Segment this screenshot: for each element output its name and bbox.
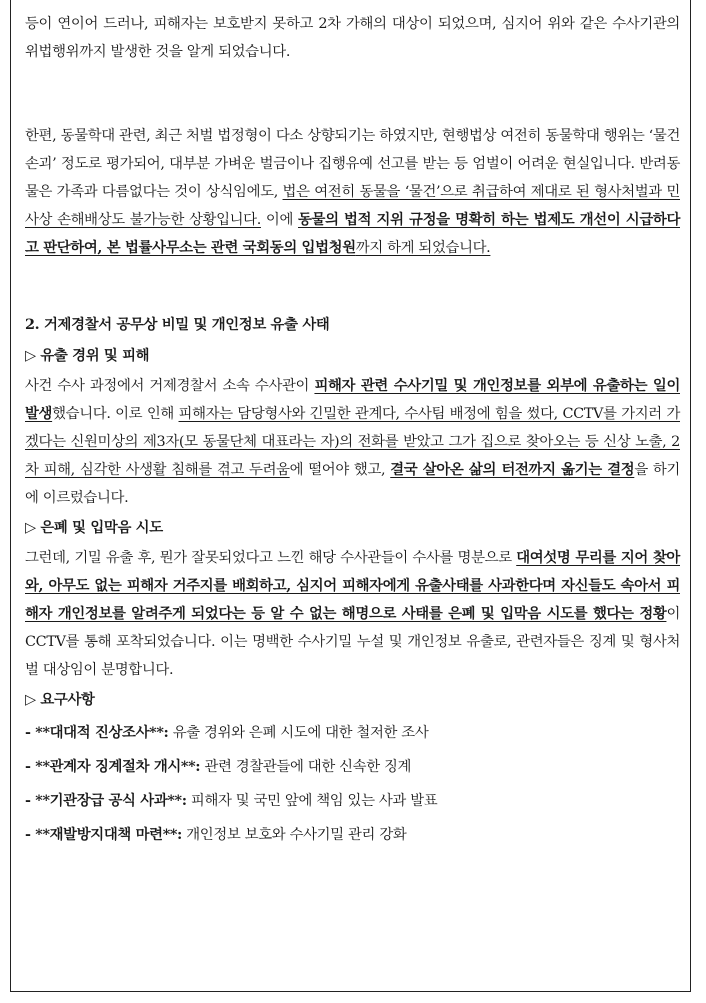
intro-text: 등이 연이어 드러나, 피해자는 보호받지 못하고 2차 가해의 대상이 되었으며, 심지어 위와 같은 수사기관의 위법행위까지 발생한 것을 알게 되었습니다.: [25, 16, 680, 60]
demand-desc: 관련 경찰관들에 대한 신속한 징계: [200, 759, 412, 775]
underlined-text: 법은 여전히 동물을 ‘물건’으로 취급하여 제대로 된 형사처벌과 민사상 손해배상도 불가능한 상황입니다.: [25, 184, 680, 228]
list-item: [25, 784, 680, 818]
subsection-leak-title: ▷ 유출 경위 및 피해: [25, 347, 150, 364]
demand-head: - **관계자 징계절차 개시**:: [25, 758, 201, 775]
para-text: 이 CCTV를 통해 포착되었습니다. 이는 명백한 수사기밀 누설 및 개인정보 유출로, 관련자들은 징계 및 형사처벌 대상임이 분명합니다.: [25, 606, 680, 678]
bold-underlined-text: 피해자 관련 수사기밀 및 개인정보를 외부에 유출하는 일이 발생: [25, 377, 680, 422]
para-text: 이에: [260, 212, 298, 228]
para-text: 을 하기에 이르렀습니다.: [25, 462, 680, 506]
underlined-text: 피해자는 담당형사와 긴밀한 관계다, 수사팀 배정에 힘을 썼다, CCTV를 가지러 가겠다는 신원미상의 제3자(모 동물단체 대표라는 자)의 전화를 받았고 그가 집으로 찾아오는 등 신상 노출, 2차 피해, 심각한 사생활 침해를 겪고 두려움: [25, 406, 680, 478]
para-text: 사건 수사 과정에서 거제경찰서 소속 수사관이: [25, 378, 315, 394]
list-item: [25, 750, 680, 784]
subsection-coverup-title: ▷ 은폐 및 입막음 시도: [25, 519, 163, 536]
intro-paragraph: [25, 10, 680, 66]
list-item: [25, 818, 680, 852]
leak-paragraph: [25, 372, 680, 512]
demand-desc: 유출 경위와 은폐 시도에 대한 철저한 조사: [168, 725, 429, 741]
bold-underlined-text: 결국 살아온 삶의 터전까지 옮기는 결정: [390, 461, 635, 478]
para-text: 그런데, 기밀 유출 후, 뭔가 잘못되었다고 느낀 해당 수사관들이 수사를 명분으로: [25, 550, 517, 566]
para-text: 했습니다. 이로 인해: [52, 406, 179, 422]
demand-desc: 피해자 및 국민 앞에 책임 있는 사과 발표: [186, 793, 438, 809]
para-text: 한편, 동물학대 관련, 최근 처벌 법정형이 다소 상향되기는 하였지만, 현행법상 여전히 동물학대 행위는 ‘물건 손괴’ 정도로 평가되어, 대부분 가벼운 벌금이나 집행유예 선고를 받는 등 엄벌이 어려운 현실입니다. 반려동물은 가족과 다름없다는 것이 상식임에도,: [25, 128, 680, 200]
list-item: [25, 716, 680, 750]
bold-underlined-text: 대여섯명 무리를 지어 찾아와, 아무도 없는 피해자 거주지를 배회하고, 심지어 피해자에게 유출사태를 사과한다며 자신들도 속아서 피해자 개인정보를 알려주게 되었다는 등 알 수 없는 해명으로 사태를 은폐 및 입막음 시도를 했다는 정황: [25, 549, 680, 622]
underlined-text: 까지 하게 되었습니다.: [355, 240, 491, 256]
demands-list: [25, 716, 680, 852]
demand-desc: 개인정보 보호와 수사기밀 관리 강화: [182, 827, 407, 843]
document-page: [10, 0, 691, 992]
subsection-demands-title: ▷ 요구사항: [25, 691, 95, 708]
legal-status-paragraph: [25, 122, 680, 262]
document-body: [25, 10, 680, 852]
bold-underlined-text: 동물의 법적 지위 규정을 명확히 하는 법제도 개선이 시급하다고 판단하여, 본 법률사무소는 관련 국회동의 입법청원: [25, 211, 680, 256]
demand-head: - **대대적 진상조사**:: [25, 724, 169, 741]
demand-head: - **재발방지대책 마련**:: [25, 826, 183, 843]
coverup-paragraph: [25, 544, 680, 684]
section-2-title: 2. 거제경찰서 공무상 비밀 및 개인정보 유출 사태: [25, 316, 330, 333]
para-text: 에 떨어야 했고,: [289, 462, 391, 478]
demand-head: - **기관장급 공식 사과**:: [25, 792, 187, 809]
